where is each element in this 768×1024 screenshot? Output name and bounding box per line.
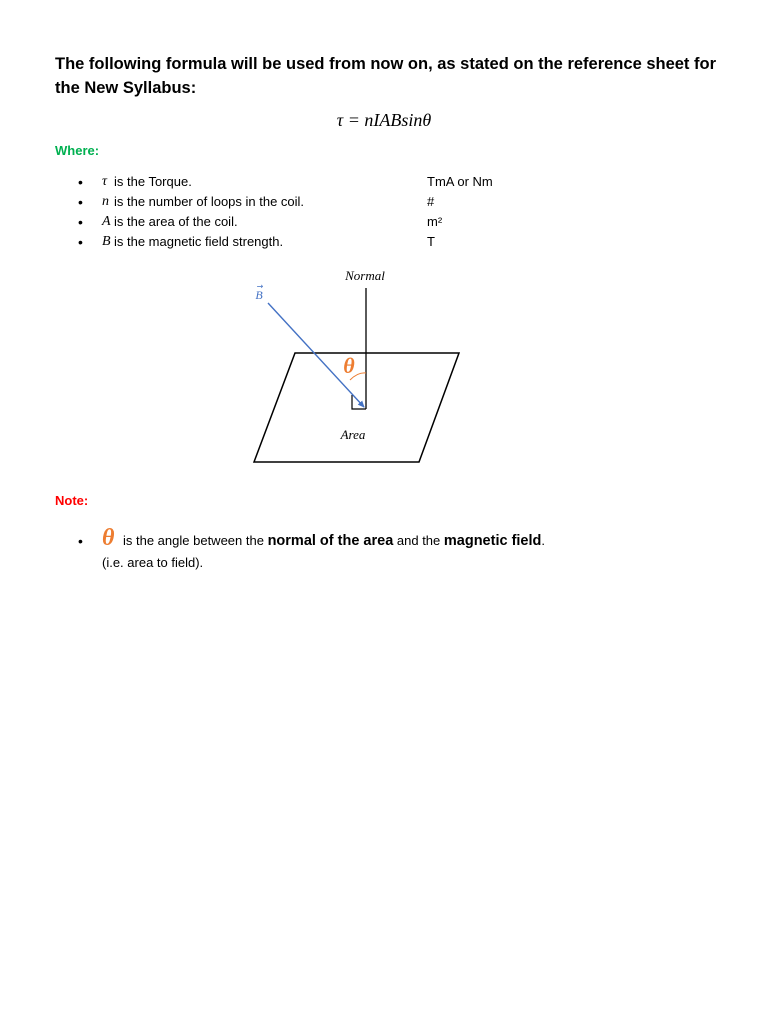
definition-torque <box>78 172 678 192</box>
note-part-1: is the angle between the <box>123 533 264 548</box>
theta-symbol: θ <box>102 525 115 551</box>
definition-loops <box>78 192 678 212</box>
heading: The following formula will be used from now on, as stated on the reference sheet for the New Syllabus: <box>55 55 717 97</box>
bullet-icon: • <box>78 533 83 549</box>
definition-unit: # <box>427 194 435 209</box>
area-plane <box>254 353 459 462</box>
definition-symbol: A <box>102 214 111 229</box>
bullet-icon: • <box>78 174 83 190</box>
bullet-icon: • <box>78 194 83 210</box>
note-part-2: and the <box>396 533 441 548</box>
b-vector-arrow: → <box>256 282 264 291</box>
definition-symbol: B <box>102 234 111 249</box>
definition-description: is the Torque. <box>114 174 192 189</box>
note-part-3: . <box>541 533 546 548</box>
definition-description: is the area of the coil. <box>114 214 238 229</box>
definition-symbol: τ <box>102 174 108 189</box>
bullet-icon: • <box>78 214 83 230</box>
where-label: Where: <box>55 143 100 158</box>
definition-area <box>78 212 678 232</box>
definition-list <box>78 172 678 252</box>
definition-unit: T <box>427 234 435 249</box>
bullet-icon: • <box>78 234 83 250</box>
note-bold-field: magnetic field <box>443 533 542 549</box>
note-label: Note: <box>55 493 89 508</box>
definition-description: is the number of loops in the coil. <box>114 194 305 209</box>
definition-description: is the magnetic field strength. <box>114 234 284 249</box>
note-text <box>123 532 545 550</box>
theta-label: θ <box>343 353 355 378</box>
definition-symbol: n <box>102 194 109 209</box>
definition-unit: m² <box>427 214 443 229</box>
b-vector-label: B <box>255 288 263 302</box>
note-clarification: (i.e. area to field). <box>102 555 204 570</box>
torque-formula: τ = nIABsinθ <box>336 110 432 130</box>
normal-label: Normal <box>345 268 385 283</box>
definition-unit: TmA or Nm <box>427 174 493 189</box>
area-label: Area <box>340 427 366 442</box>
torque-diagram <box>240 262 480 472</box>
definition-field <box>78 232 678 252</box>
note-bold-normal: normal of the area <box>267 533 394 549</box>
